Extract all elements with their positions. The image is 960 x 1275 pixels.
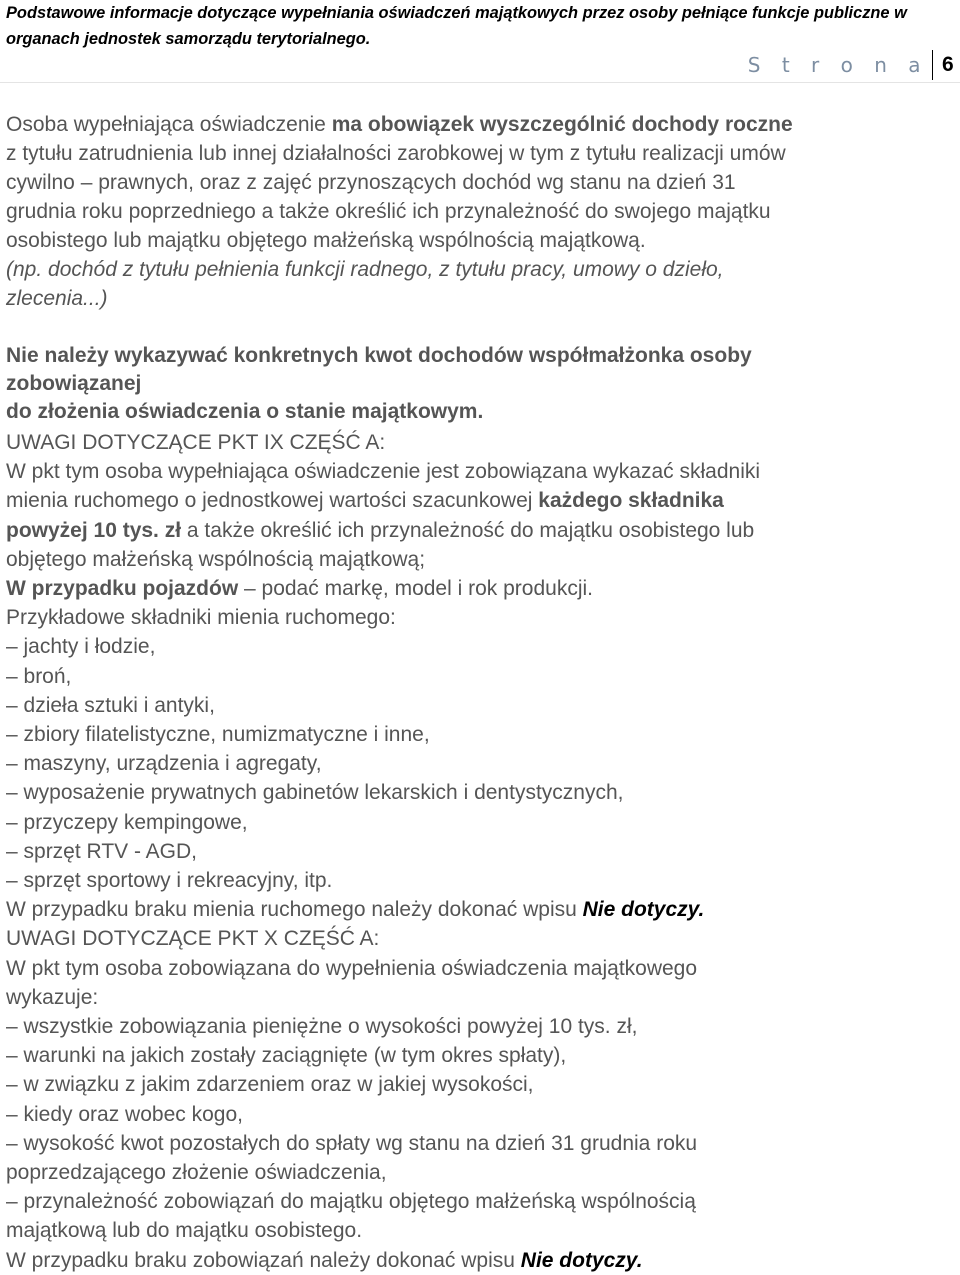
intro-example-line-2: zlecenia...) — [6, 287, 108, 310]
section-x-closing: W przypadku braku zobowiązań należy dokonać wpisu Nie dotyczy. — [6, 1248, 643, 1272]
list-item: – maszyny, urządzenia i agregaty, — [6, 752, 322, 776]
notice-line-2: zobowiązanej — [6, 372, 142, 395]
list-item: – broń, — [6, 664, 72, 688]
section-ix-line-2: mienia ruchomego o jednostkowej wartości szacunkowej każdego składnika — [6, 489, 724, 513]
intro-line-4: grudnia roku poprzedniego a także określić ich przynależność do swojego majątku — [6, 200, 771, 223]
list-item: – przynależność zobowiązań do majątku objętego małżeńską wspólnością — [6, 1190, 696, 1214]
section-x-heading: UWAGI DOTYCZĄCE PKT X CZĘŚĆ A: — [6, 927, 380, 951]
notice-paragraph — [6, 342, 958, 426]
list-item: – warunki na jakich zostały zaciągnięte (w tym okres spłaty), — [6, 1044, 567, 1068]
list-item: – wyposażenie prywatnych gabinetów lekarskich i dentystycznych, — [6, 781, 624, 805]
section-ix-line-1: W pkt tym osoba wypełniająca oświadczenie jest zobowiązana wykazać składniki — [6, 460, 761, 484]
list-item: – zbiory filatelistyczne, numizmatyczne i inne, — [6, 723, 430, 747]
section-ix-line-4: objętego małżeńską wspólnością majątkową; — [6, 547, 426, 571]
intro-line-5: osobistego lub majątku objętego małżeńską wspólnością majątkową. — [6, 229, 646, 252]
page-label: S t r o n a — [747, 53, 928, 77]
page-number: 6 — [932, 50, 960, 80]
list-item: majątkową lub do majątku osobistego. — [6, 1219, 363, 1243]
page-number-box — [748, 50, 960, 82]
intro-line-2: z tytułu zatrudnienia lub innej działalności zarobkowej w tym z tytułu realizacji umów — [6, 142, 786, 165]
notice-line-3: do złożenia oświadczenia o stanie majątkowym. — [6, 400, 484, 423]
intro-line-1: Osoba wypełniająca oświadczenie ma obowiązek wyszczególnić dochody roczne — [6, 113, 793, 136]
vehicles-line: W przypadku pojazdów – podać markę, model i rok produkcji. — [6, 577, 593, 601]
list-item: – jachty i łodzie, — [6, 635, 156, 659]
examples-label: Przykładowe składniki mienia ruchomego: — [6, 606, 396, 630]
header-title: Podstawowe informacje dotyczące wypełniania oświadczeń majątkowych przez osoby pełniące funkcje publiczne w organach jednostek samorządu terytorialnego. — [6, 4, 907, 48]
intro-line-3: cywilno – prawnych, oraz z zajęć przynoszących dochód wg stanu na dzień 31 — [6, 171, 736, 194]
list-item: poprzedzającego złożenie oświadczenia, — [6, 1161, 387, 1185]
intro-example-line-1: (np. dochód z tytułu pełnienia funkcji radnego, z tytułu pracy, umowy o dzieło, — [6, 258, 724, 281]
section-ix-line-3: powyżej 10 tys. zł a także określić ich przynależność do majątku osobistego lub — [6, 518, 755, 542]
list-item: – sprzęt RTV - AGD, — [6, 839, 197, 863]
list-item: – kiedy oraz wobec kogo, — [6, 1102, 243, 1126]
section-x-line-2: wykazuje: — [6, 985, 99, 1009]
list-item: – wszystkie zobowiązania pieniężne o wysokości powyżej 10 tys. zł, — [6, 1015, 638, 1039]
section-ix-closing: W przypadku braku mienia ruchomego należy dokonać wpisu Nie dotyczy. — [6, 898, 705, 922]
list-item: – dzieła sztuki i antyki, — [6, 693, 215, 717]
list-item: – w związku z jakim zdarzeniem oraz w jakiej wysokości, — [6, 1073, 534, 1097]
header-divider — [0, 82, 960, 83]
section-ix-heading: UWAGI DOTYCZĄCE PKT IX CZĘŚĆ A: — [6, 431, 386, 454]
list-item: – sprzęt sportowy i rekreacyjny, itp. — [6, 869, 333, 893]
section-x-line-1: W pkt tym osoba zobowiązana do wypełnienia oświadczenia majątkowego — [6, 956, 698, 980]
section-ix — [6, 428, 958, 1275]
list-item: – wysokość kwot pozostałych do spłaty wg stanu na dzień 31 grudnia roku — [6, 1131, 698, 1155]
notice-line-1: Nie należy wykazywać konkretnych kwot dochodów współmałżonka osoby — [6, 344, 752, 367]
intro-paragraph — [6, 110, 958, 313]
list-item: – przyczepy kempingowe, — [6, 810, 248, 834]
